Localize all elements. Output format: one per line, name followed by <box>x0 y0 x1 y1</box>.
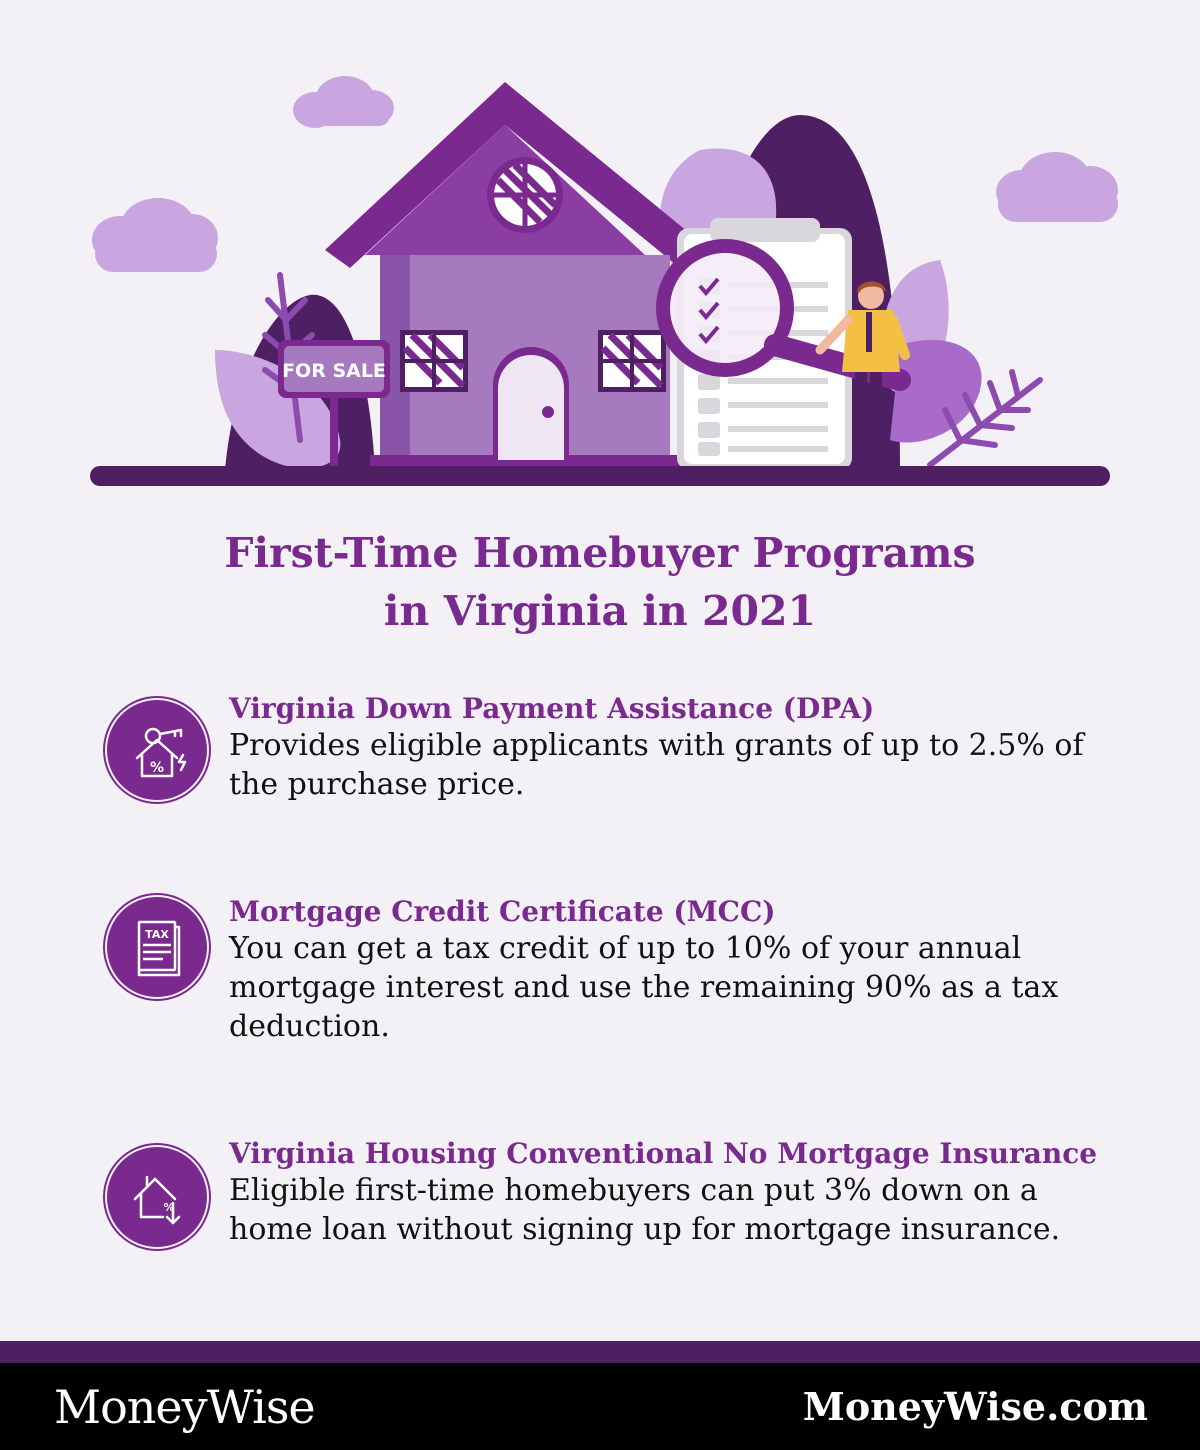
brand-logo: MoneyWise <box>54 1380 315 1434</box>
house-window <box>598 330 666 392</box>
cloud-icon <box>996 152 1118 222</box>
cloud-icon <box>293 76 394 128</box>
program-title: Virginia Down Payment Assistance (DPA) <box>229 692 875 725</box>
program-title: Virginia Housing Conventional No Mortgage Insurance <box>229 1137 1098 1170</box>
title-line-2: in Virginia in 2021 <box>383 587 817 635</box>
house-window <box>400 330 468 392</box>
program-description: You can get a tax credit of up to 10% of your annual mortgage interest and use the remaining 90% as a tax deduction. <box>229 931 1059 1044</box>
svg-text:%: % <box>149 760 165 776</box>
house-percent-down-icon <box>107 1147 207 1247</box>
ground-line <box>90 466 1110 486</box>
cloud-icon <box>92 198 218 272</box>
program-description: Provides eligible applicants with grants of up to 2.5% of the purchase price. <box>229 728 1084 802</box>
round-window <box>487 157 563 233</box>
svg-text:%: % <box>163 1201 175 1214</box>
hero-illustration <box>0 0 1200 500</box>
tax-icon-label: TAX <box>145 928 169 941</box>
program-title: Mortgage Credit Certificate (MCC) <box>229 895 776 928</box>
tax-document-icon <box>107 897 207 997</box>
footer <box>0 1363 1200 1450</box>
program-description: Eligible first-time homebuyers can put 3% down on a home loan without signing up for mortgage insurance. <box>229 1173 1061 1247</box>
footer-divider <box>0 1341 1200 1363</box>
for-sale-label: FOR SALE <box>282 360 386 382</box>
site-url[interactable]: MoneyWise.com <box>802 1384 1148 1429</box>
house-door <box>493 347 569 460</box>
page-title <box>0 524 1200 640</box>
key-percent-house-icon <box>107 700 207 800</box>
title-line-1: First-Time Homebuyer Programs <box>224 529 976 577</box>
